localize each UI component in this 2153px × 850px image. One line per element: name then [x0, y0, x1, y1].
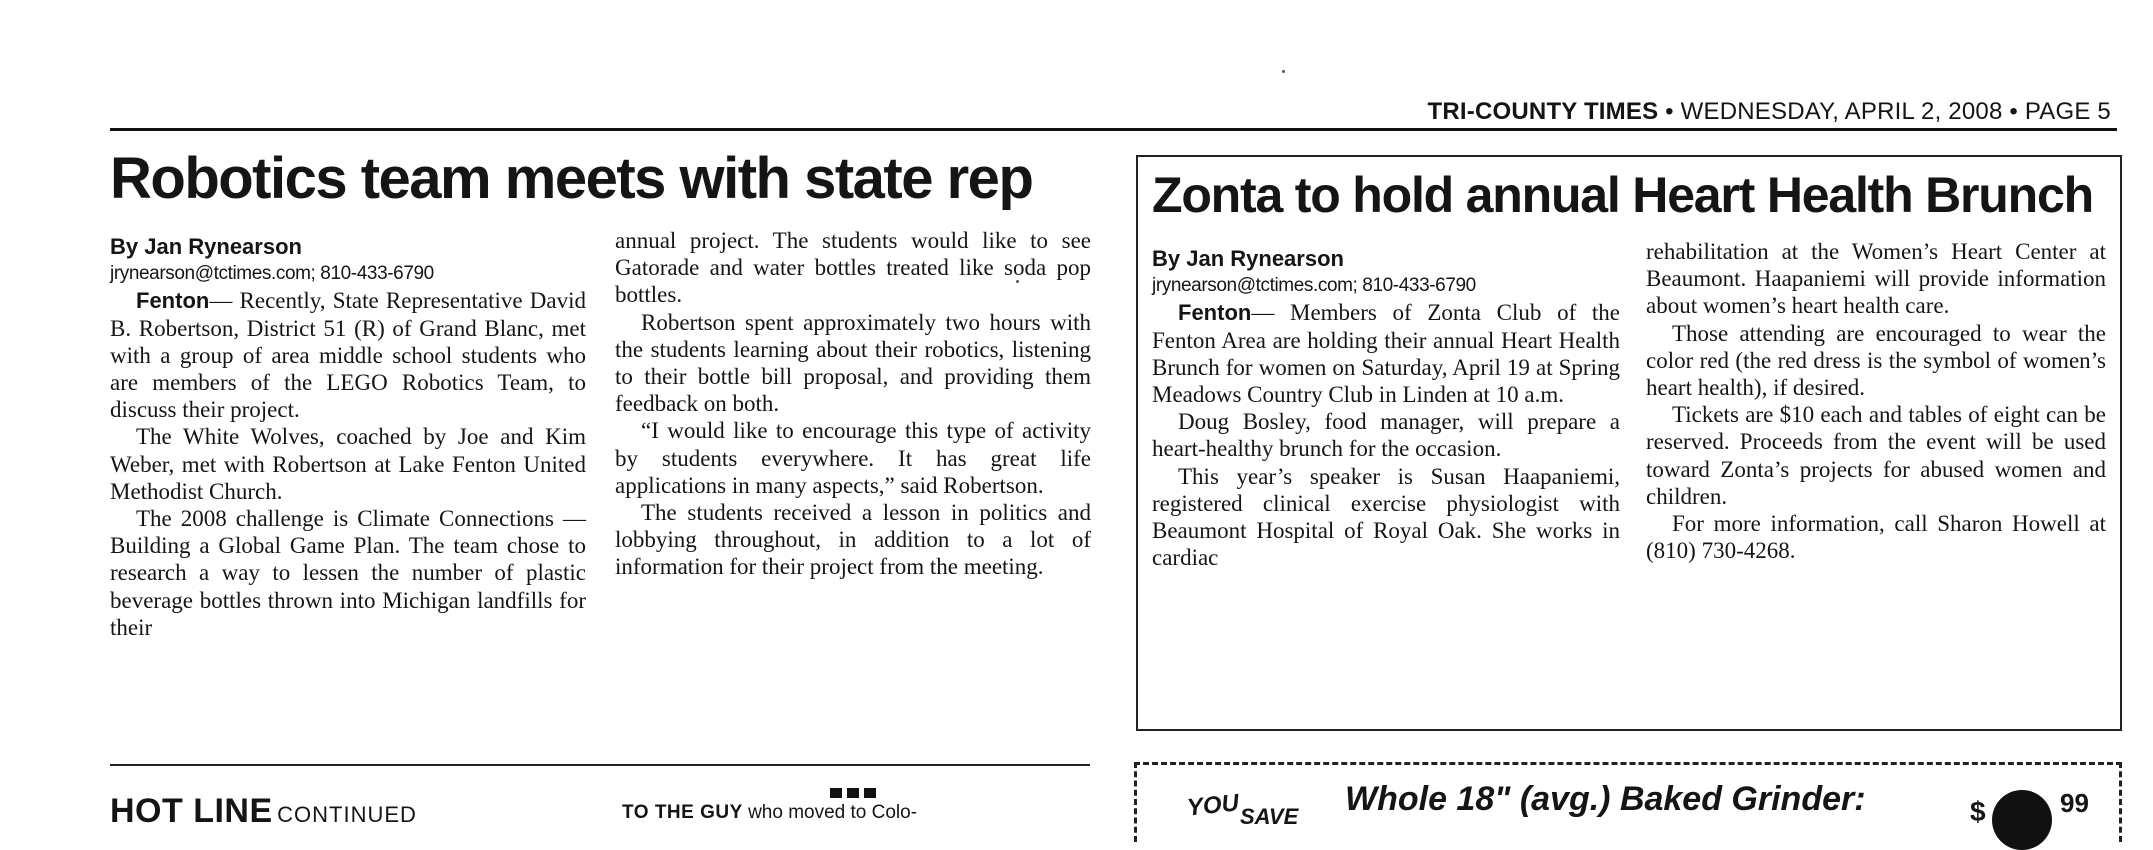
- hotline-item: [622, 802, 917, 824]
- article-headline: Robotics team meets with state rep: [110, 146, 1033, 211]
- article-column: [1152, 245, 1620, 571]
- author-contact: jrynearson@tctimes.com; 810-433-6790: [110, 263, 434, 285]
- paragraph: For more information, call Sharon Howell at (810) 730-4268.: [1646, 511, 2106, 564]
- article-column: [110, 233, 586, 641]
- masthead: [1040, 98, 2111, 126]
- byline: By Jan Rynearson: [1152, 246, 1344, 271]
- paragraph: “I would like to encourage this type of activity by students everywhere. It has great life applications in many aspects,” said Robertson.: [615, 418, 1091, 498]
- hotline-item-text: who moved to Colo-: [748, 802, 918, 823]
- publication-name: TRI-COUNTY TIMES: [1427, 98, 1659, 125]
- hotline-subtitle: CONTINUED: [277, 802, 417, 827]
- dateline: Fenton: [1178, 300, 1252, 326]
- masthead-separator: •: [2009, 98, 2018, 125]
- coupon-you: YOU: [1185, 789, 1241, 822]
- article-headline: Zonta to hold annual Heart Health Brunch: [1152, 167, 2093, 223]
- coupon-dollar-sign: $: [1970, 796, 1986, 827]
- paragraph: Tickets are $10 each and tables of eight can be reserved. Proceeds from the event will be used toward Zonta’s projects for abused women and children.: [1646, 402, 2106, 509]
- paragraph-text: — Recently, State Representative David B. Robertson, District 51 (R) of Grand Blanc, met with a group of area middle school students who are members of the LEGO Robotics Team, to discuss their project.: [110, 288, 586, 423]
- dateline: Fenton: [136, 288, 210, 314]
- paragraph: The White Wolves, coached by Joe and Kim Weber, met with Robertson at Lake Fenton United Methodist Church.: [110, 424, 586, 504]
- coupon-save: SAVE: [1240, 804, 1299, 829]
- issue-date: WEDNESDAY, APRIL 2, 2008: [1680, 98, 2003, 125]
- article-column: [615, 227, 1091, 581]
- byline: By Jan Rynearson: [110, 234, 302, 259]
- item-marker: [830, 788, 876, 798]
- coupon-price-cents: 99: [2060, 788, 2089, 818]
- paragraph: Robertson spent approximately two hours with the students learning about their robotics, listening to their bottle bill proposal, and providing them feedback on both.: [615, 309, 1091, 417]
- article-column: [1646, 238, 2106, 564]
- author-contact: jrynearson@tctimes.com; 810-433-6790: [1152, 275, 1476, 297]
- paragraph: [110, 287, 586, 423]
- masthead-separator: •: [1665, 98, 1674, 125]
- paragraph: Doug Bosley, food manager, will prepare a heart-healthy brunch for the occasion.: [1152, 409, 1620, 462]
- paragraph: The 2008 challenge is Climate Connections — Building a Global Game Plan. The team chose to research a way to lessen the number of plastic beverage bottles thrown into Michigan landfills for their: [110, 506, 586, 640]
- paragraph: This year’s speaker is Susan Haapaniemi, registered clinical exercise physiologist with Beaumont Hospital of Royal Oak. She works in cardiac: [1152, 463, 1620, 571]
- paragraph: The students received a lesson in politics and lobbying throughout, in addition to a lot of information for their project from the meeting.: [615, 500, 1091, 580]
- paragraph: rehabilitation at the Women’s Heart Center at Beaumont. Haapaniemi will provide information about women’s heart health care.: [1646, 239, 2106, 319]
- coupon-price-graphic: [1992, 790, 2052, 850]
- coupon-title: Whole 18" (avg.) Baked Grinder:: [1345, 780, 1866, 818]
- hotline-heading: [110, 792, 417, 831]
- paragraph: annual project. The students would like to see Gatorade and water bottles treated like soda pop bottles.: [615, 228, 1091, 308]
- paragraph: [1152, 299, 1620, 408]
- paragraph: Those attending are encouraged to wear the color red (the red dress is the symbol of women’s heart health), if desired.: [1646, 320, 2106, 401]
- section-rule: [110, 764, 1090, 766]
- paragraph-text: — Members of Zonta Club of the Fenton Area are holding their annual Heart Health Brunch for women on Saturday, April 19 at Spring Meadows Country Club in Linden at 10 a.m.: [1152, 300, 1620, 408]
- masthead-rule: [110, 128, 2117, 131]
- scan-speck: [1282, 70, 1285, 73]
- hotline-title: HOT LINE: [110, 792, 273, 830]
- hotline-item-lead: TO THE GUY: [622, 802, 743, 823]
- page-number: PAGE 5: [2024, 98, 2111, 125]
